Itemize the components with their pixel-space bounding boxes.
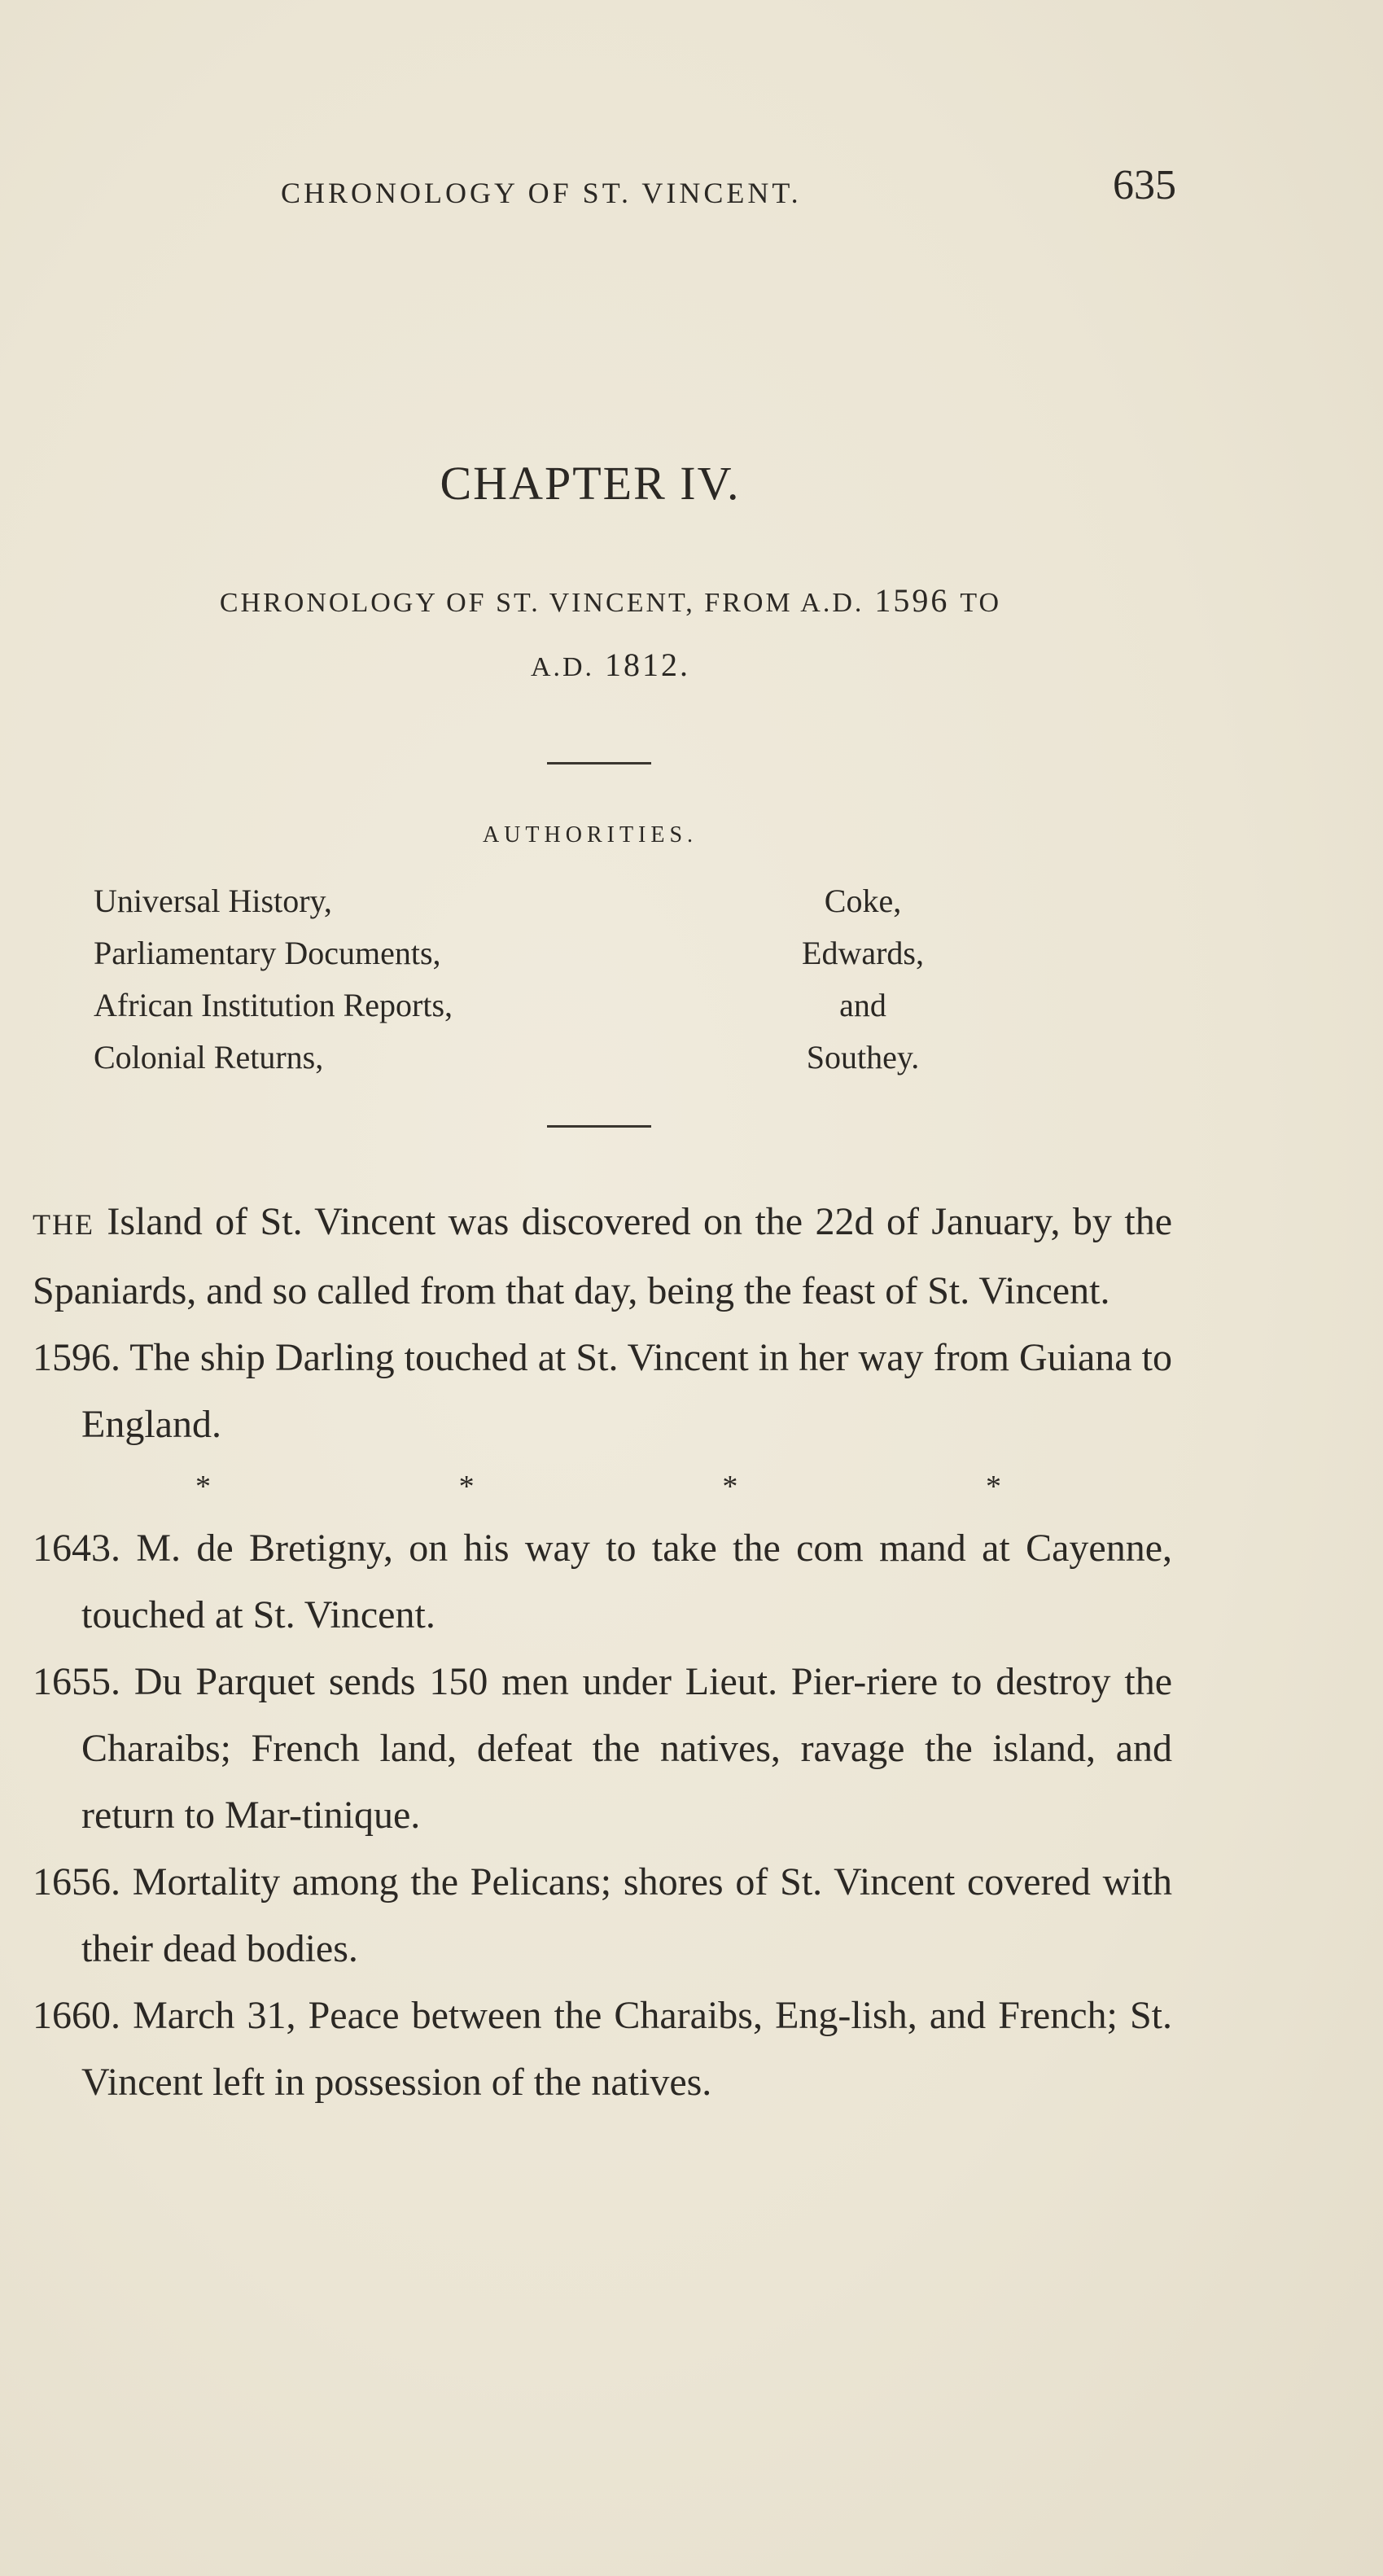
subtitle-year-end: 1812. [605,646,691,683]
authorities-heading: AUTHORITIES. [482,822,698,848]
running-head [281,161,1184,218]
subtitle-to: TO [960,588,1002,618]
chronology-entry: 1596. The ship Darling touched at St. Vincent in her way from Guiana to England. [33,1336,1172,1446]
chapter-subtitle [73,570,1148,699]
subtitle-text: CHRONOLOGY OF ST. VINCENT, FROM A.D. [219,588,864,618]
star-mark: * [458,1470,475,1504]
subtitle-year-start: 1596 [874,582,950,619]
authorities-list-right [733,875,993,1084]
intro-initial: THE [33,1208,94,1241]
ellipsis-stars [33,1458,1172,1515]
divider-rule [547,1125,651,1128]
chronology-entry: 1655. Du Parquet sends 150 men under Lieut. Pier-riere to destroy the Charaibs; French land, defeat the natives, ravage the island, and return to Mar-tinique. [33,1660,1172,1837]
page-number: 635 [1113,162,1176,208]
chronology-body [33,1189,1172,2116]
running-title: CHRONOLOGY OF ST. VINCENT. [281,177,802,209]
chapter-heading: CHAPTER IV. [440,457,741,510]
authority-item: Colonial Returns, [94,1039,324,1076]
authorities-list-left [94,875,453,1084]
divider-rule [547,762,651,764]
subtitle-ad: A.D. [530,652,595,682]
authority-item: Edwards, [802,935,924,971]
chronology-entry: 1656. Mortality among the Pelicans; shores of St. Vincent covered with their dead bodies. [33,1860,1172,1970]
star-mark: * [985,1470,1001,1504]
chronology-entry: 1643. M. de Bretigny, on his way to take the com mand at Cayenne, touched at St. Vincent. [33,1527,1172,1636]
star-mark: * [722,1470,738,1504]
authority-item: Universal History, [94,883,332,919]
authority-item: Southey. [806,1039,920,1076]
authority-item: Parliamentary Documents, [94,935,441,971]
chronology-entry: 1660. March 31, Peace between the Charaibs, Eng-lish, and French; St. Vincent left in possession of the natives. [33,1994,1172,2104]
authority-item: and [839,987,886,1023]
intro-text: Island of St. Vincent was discovered on the 22d of January, by the Spaniards, and so called from that day, being the feast of St. Vincent. [33,1200,1172,1312]
star-mark: * [195,1470,211,1504]
authority-item: African Institution Reports, [94,987,453,1023]
intro-paragraph [33,1189,1172,1325]
authority-item: Coke, [824,883,902,919]
